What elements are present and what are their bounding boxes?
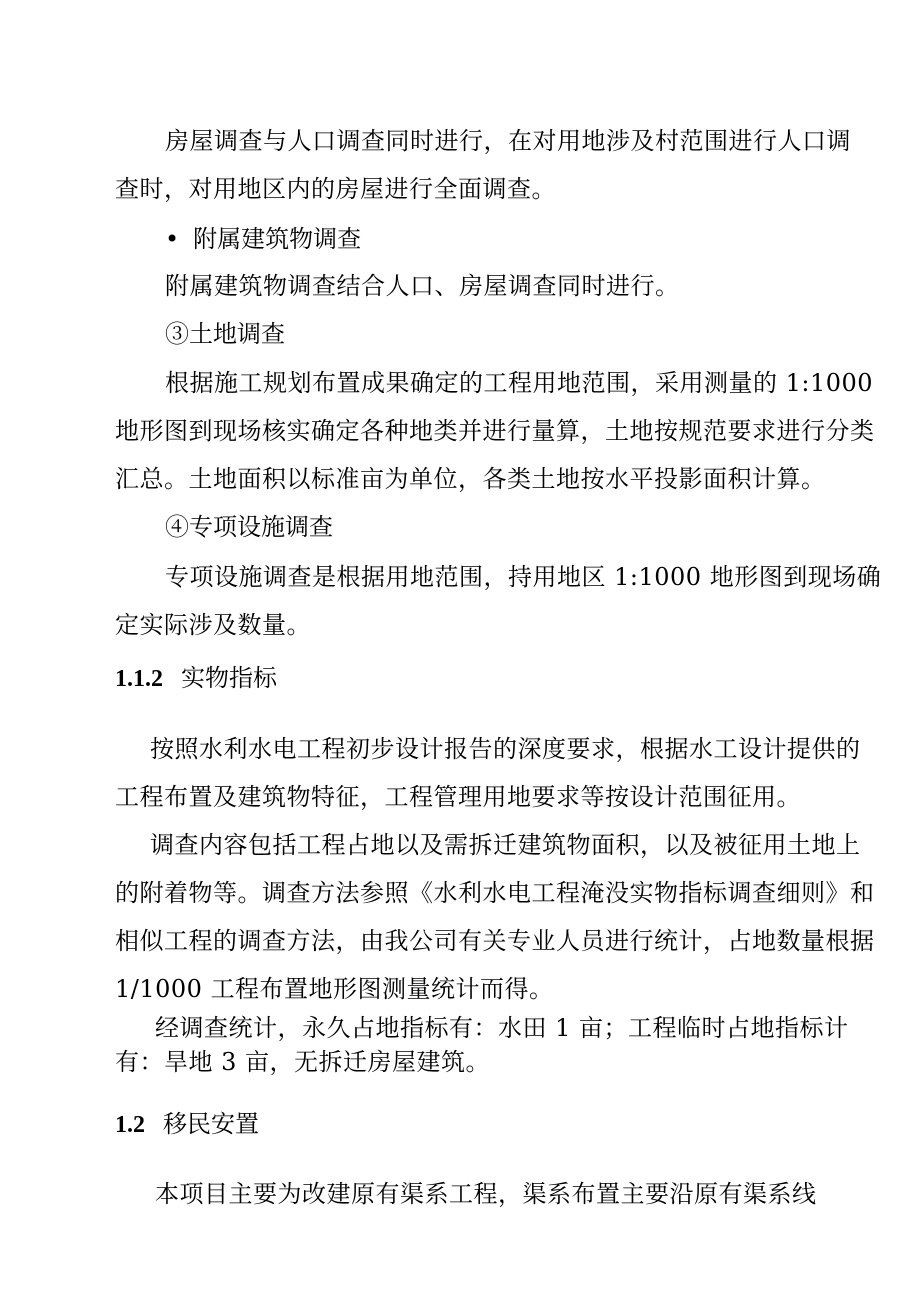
paragraph-line: 地形图到现场核实确定各种地类并进行量算，土地按规范要求进行分类 xyxy=(115,417,875,445)
section-heading-1-1-2 xyxy=(115,663,277,694)
section-heading-1-2 xyxy=(115,1109,259,1140)
paragraph-line: 相似工程的调查方法，由我公司有关专业人员进行统计，占地数量根据 xyxy=(115,927,875,955)
paragraph-line: 经调查统计，永久占地指标有：水田 1 亩；工程临时占地指标计 xyxy=(155,1014,849,1042)
paragraph-line: 根据施工规划布置成果确定的工程用地范围，采用测量的 1:1000 xyxy=(165,369,874,397)
paragraph-line: 的附着物等。调查方法参照《水利水电工程淹没实物指标调查细则》和 xyxy=(115,879,875,907)
subsection-title: ③土地调查 xyxy=(165,320,285,348)
paragraph-line: 工程布置及建筑物特征，工程管理用地要求等按设计范围征用。 xyxy=(115,783,801,811)
bullet-item xyxy=(165,224,361,254)
paragraph-line: 本项目主要为改建原有渠系工程，渠系布置主要沿原有渠系线 xyxy=(155,1180,817,1208)
bullet-icon: • xyxy=(165,225,180,253)
section-title: 移民安置 xyxy=(163,1110,259,1138)
paragraph-line: 1/1000 工程布置地形图测量统计而得。 xyxy=(115,975,554,1003)
paragraph-line: 附属建筑物调查结合人口、房屋调查同时进行。 xyxy=(165,272,680,300)
paragraph-line: 调查内容包括工程占地以及需拆迁建筑物面积，以及被征用土地上 xyxy=(150,831,861,859)
subsection-title: ④专项设施调查 xyxy=(165,513,333,541)
paragraph-line: 查时，对用地区内的房屋进行全面调查。 xyxy=(115,175,556,203)
section-number: 1.1.2 xyxy=(115,666,163,692)
paragraph-line: 按照水利水电工程初步设计报告的深度要求，根据水工设计提供的 xyxy=(150,735,861,763)
bullet-title: 附属建筑物调查 xyxy=(193,225,362,253)
paragraph-line: 有：旱地 3 亩，无拆迁房屋建筑。 xyxy=(115,1048,491,1076)
section-title: 实物指标 xyxy=(181,664,277,692)
paragraph-line: 房屋调查与人口调查同时进行，在对用地涉及村范围进行人口调 xyxy=(165,127,851,155)
paragraph-line: 汇总。土地面积以标准亩为单位，各类土地按水平投影面积计算。 xyxy=(115,465,826,493)
section-number: 1.2 xyxy=(115,1112,145,1138)
paragraph-line: 定实际涉及数量。 xyxy=(115,611,311,639)
paragraph-line: 专项设施调查是根据用地范围，持用地区 1:1000 地形图到现场确 xyxy=(165,563,882,591)
